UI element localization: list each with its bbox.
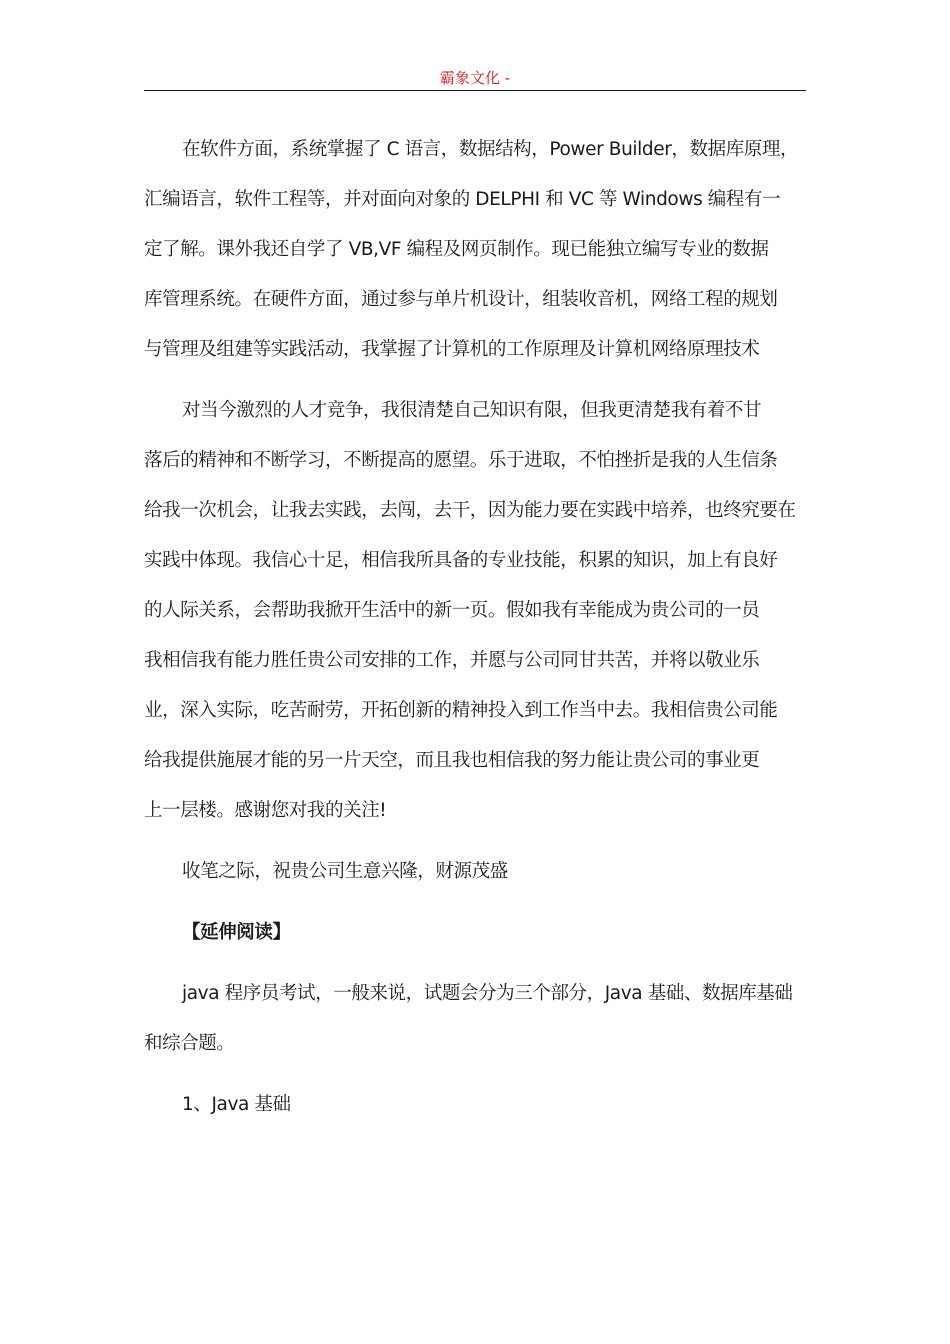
text-line: 对当今激烈的人才竞争，我很清楚自己知识有限，但我更清楚我有着不甘 <box>182 400 762 421</box>
text-line: 落后的精神和不断学习，不断提高的愿望。乐于进取，不怕挫折是我的人生信条 <box>144 450 778 471</box>
paragraph-skills <box>144 125 799 375</box>
text-line: 的人际关系，会帮助我掀开生活中的新一页。假如我有幸能成为贵公司的一员 <box>144 600 760 621</box>
text-line: 和综合题。 <box>144 1033 235 1054</box>
section-heading-text: 【延伸阅读】 <box>182 922 291 943</box>
text-line: 我相信我有能力胜任贵公司安排的工作，并愿与公司同甘共苦，并将以敬业乐 <box>144 650 760 671</box>
text-line: 收笔之际，祝贵公司生意兴隆，财源茂盛 <box>182 861 508 882</box>
text-line: 上一层楼。感谢您对我的关注! <box>144 800 387 821</box>
text-line: 1、Java 基础 <box>182 1094 291 1115</box>
header-divider <box>144 90 806 91</box>
text-line: 给我一次机会，让我去实践，去闯，去干，因为能力要在实践中培养，也终究要在 <box>144 500 796 521</box>
text-line: 业，深入实际，吃苦耐劳，开拓创新的精神投入到工作当中去。我相信贵公司能 <box>144 700 778 721</box>
page-header-title: 霸象文化 - <box>439 69 511 87</box>
text-line: 库管理系统。在硬件方面，通过参与单片机设计，组装收音机，网络工程的规划 <box>144 289 778 310</box>
section-heading <box>144 908 796 958</box>
paragraph-closing <box>144 847 796 897</box>
text-line: 实践中体现。我信心十足，相信我所具备的专业技能，积累的知识，加上有良好 <box>144 550 778 571</box>
paragraph-java-exam <box>144 969 796 1069</box>
paragraph-motivation <box>144 386 796 836</box>
text-line: 汇编语言，软件工程等，并对面向对象的 DELPHI 和 VC 等 Windows 编程有一 <box>144 189 781 210</box>
text-line: 在软件方面，系统掌握了 C 语言，数据结构，Power Builder，数据库原理， <box>182 139 799 160</box>
text-line: 与管理及组建等实践活动，我掌握了计算机的工作原理及计算机网络原理技术 <box>144 339 760 360</box>
list-item-java-basics <box>144 1080 796 1130</box>
document-body <box>144 125 799 1130</box>
text-line: java 程序员考试，一般来说，试题会分为三个部分，Java 基础、数据库基础 <box>182 983 793 1004</box>
text-line: 给我提供施展才能的另一片天空，而且我也相信我的努力能让贵公司的事业更 <box>144 750 760 771</box>
text-line: 定了解。课外我还自学了 VB,VF 编程及网页制作。现已能独立编写专业的数据 <box>144 239 769 260</box>
